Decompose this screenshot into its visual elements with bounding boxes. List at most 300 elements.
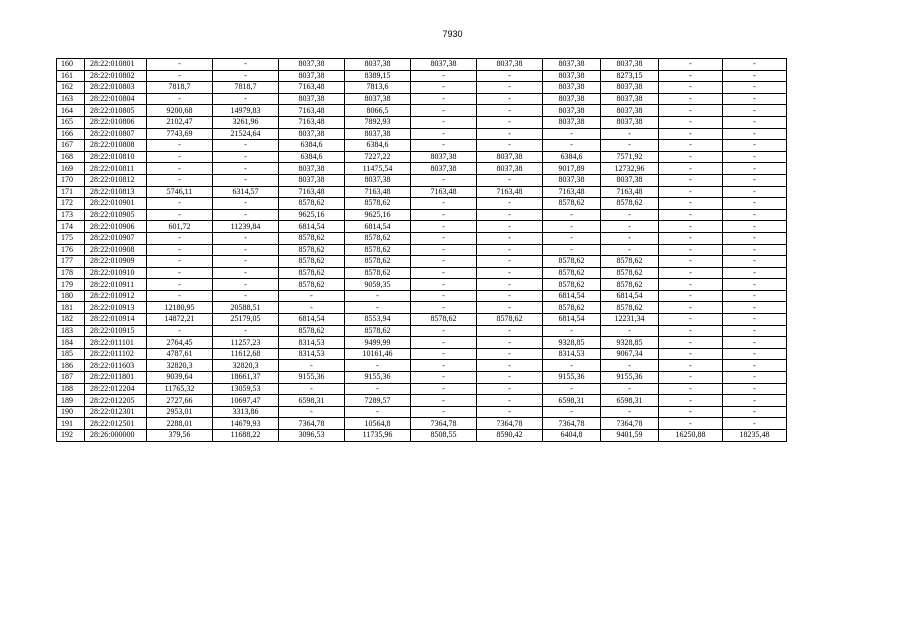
value-cell: - xyxy=(659,232,723,244)
value-cell: - xyxy=(279,383,345,395)
value-cell: 7818,7 xyxy=(213,82,279,94)
cadastral-code-cell: 28:22:010915 xyxy=(85,325,147,337)
value-cell: 8037,38 xyxy=(601,93,659,105)
value-cell: - xyxy=(723,267,787,279)
value-cell: 8037,38 xyxy=(543,82,601,94)
value-cell: 8037,38 xyxy=(279,70,345,82)
value-cell: 8578,62 xyxy=(345,244,411,256)
cadastral-code-cell: 28:22:010801 xyxy=(85,59,147,71)
table-row xyxy=(57,279,787,291)
value-cell: 8578,62 xyxy=(601,198,659,210)
table-row xyxy=(57,116,787,128)
value-cell: 7163,48 xyxy=(279,105,345,117)
cadastral-code-cell: 28:22:011801 xyxy=(85,372,147,384)
value-cell: 9200,68 xyxy=(147,105,213,117)
value-cell: - xyxy=(477,232,543,244)
value-cell: - xyxy=(279,290,345,302)
cadastral-code-cell: 28:22:011102 xyxy=(85,348,147,360)
value-cell: 8037,38 xyxy=(601,116,659,128)
value-cell: - xyxy=(543,244,601,256)
value-cell: - xyxy=(147,140,213,152)
value-cell: - xyxy=(659,59,723,71)
value-cell: - xyxy=(213,290,279,302)
value-cell: - xyxy=(213,151,279,163)
value-cell: - xyxy=(411,140,477,152)
value-cell: - xyxy=(213,163,279,175)
table-row xyxy=(57,383,787,395)
value-cell: 7163,48 xyxy=(411,186,477,198)
value-cell: 6404,8 xyxy=(543,430,601,442)
value-cell: 7364,78 xyxy=(601,418,659,430)
value-cell: - xyxy=(477,325,543,337)
value-cell: - xyxy=(723,221,787,233)
table-row xyxy=(57,256,787,268)
value-cell: 6384,6 xyxy=(279,140,345,152)
value-cell: - xyxy=(723,383,787,395)
value-cell: 8037,38 xyxy=(411,59,477,71)
value-cell: 7289,57 xyxy=(345,395,411,407)
cadastral-code-cell: 28:22:010813 xyxy=(85,186,147,198)
cadastral-code-cell: 28:22:010909 xyxy=(85,256,147,268)
table-row xyxy=(57,406,787,418)
cadastral-code-cell: 28:22:010802 xyxy=(85,70,147,82)
value-cell: - xyxy=(659,151,723,163)
value-cell: - xyxy=(723,93,787,105)
value-cell: - xyxy=(411,337,477,349)
value-cell: - xyxy=(411,290,477,302)
cadastral-code-cell: 28:22:010804 xyxy=(85,93,147,105)
value-cell: - xyxy=(345,406,411,418)
value-cell: - xyxy=(147,232,213,244)
value-cell: 8037,38 xyxy=(601,59,659,71)
value-cell: - xyxy=(213,140,279,152)
value-cell: 11239,84 xyxy=(213,221,279,233)
value-cell: 7571,92 xyxy=(601,151,659,163)
row-number-cell: 180 xyxy=(57,290,85,302)
row-number-cell: 185 xyxy=(57,348,85,360)
value-cell: 8314,53 xyxy=(543,348,601,360)
value-cell: - xyxy=(477,267,543,279)
value-cell: - xyxy=(723,70,787,82)
value-cell: 6814,54 xyxy=(279,221,345,233)
value-cell: 7364,78 xyxy=(279,418,345,430)
value-cell: - xyxy=(147,198,213,210)
value-cell: - xyxy=(147,325,213,337)
value-cell: - xyxy=(659,325,723,337)
value-cell: - xyxy=(723,232,787,244)
value-cell: 8037,38 xyxy=(543,116,601,128)
row-number-cell: 192 xyxy=(57,430,85,442)
value-cell: 11688,22 xyxy=(213,430,279,442)
value-cell: - xyxy=(659,140,723,152)
value-cell: 8037,38 xyxy=(601,105,659,117)
value-cell: - xyxy=(723,186,787,198)
value-cell: 9067,34 xyxy=(601,348,659,360)
value-cell: 9499,99 xyxy=(345,337,411,349)
value-cell: - xyxy=(147,163,213,175)
value-cell: 6384,6 xyxy=(543,151,601,163)
row-number-cell: 178 xyxy=(57,267,85,279)
value-cell: 8037,38 xyxy=(279,93,345,105)
value-cell: - xyxy=(213,198,279,210)
value-cell: 8578,62 xyxy=(543,302,601,314)
table-row xyxy=(57,186,787,198)
value-cell: - xyxy=(543,325,601,337)
row-number-cell: 191 xyxy=(57,418,85,430)
table-row xyxy=(57,221,787,233)
value-cell: - xyxy=(723,116,787,128)
value-cell: 8590,42 xyxy=(477,430,543,442)
value-cell: - xyxy=(411,406,477,418)
table-row xyxy=(57,244,787,256)
cadastral-code-cell: 28:22:010807 xyxy=(85,128,147,140)
row-number-cell: 170 xyxy=(57,174,85,186)
table-row xyxy=(57,337,787,349)
page-number: 7930 xyxy=(442,29,463,39)
value-cell: 2288,01 xyxy=(147,418,213,430)
value-cell: 9625,16 xyxy=(279,209,345,221)
value-cell: 8037,38 xyxy=(601,174,659,186)
value-cell: 10564,8 xyxy=(345,418,411,430)
value-cell: - xyxy=(477,116,543,128)
value-cell: 6598,31 xyxy=(543,395,601,407)
data-table xyxy=(56,58,787,442)
cadastral-code-cell: 28:22:010806 xyxy=(85,116,147,128)
value-cell: 8578,62 xyxy=(601,279,659,291)
value-cell: 6314,57 xyxy=(213,186,279,198)
value-cell: 8578,62 xyxy=(601,302,659,314)
value-cell: - xyxy=(477,395,543,407)
value-cell: 8314,53 xyxy=(279,348,345,360)
value-cell: 3313,86 xyxy=(213,406,279,418)
value-cell: 8578,62 xyxy=(279,325,345,337)
value-cell: - xyxy=(477,221,543,233)
value-cell: - xyxy=(411,325,477,337)
value-cell: 379,56 xyxy=(147,430,213,442)
value-cell: 11735,96 xyxy=(345,430,411,442)
value-cell: - xyxy=(279,360,345,372)
row-number-cell: 177 xyxy=(57,256,85,268)
table-row xyxy=(57,430,787,442)
row-number-cell: 188 xyxy=(57,383,85,395)
value-cell: 8578,62 xyxy=(543,198,601,210)
value-cell: 7163,48 xyxy=(279,116,345,128)
value-cell: 8578,62 xyxy=(543,279,601,291)
value-cell: 11612,68 xyxy=(213,348,279,360)
value-cell: - xyxy=(601,209,659,221)
value-cell: 14679,93 xyxy=(213,418,279,430)
value-cell: - xyxy=(477,70,543,82)
value-cell: - xyxy=(411,279,477,291)
value-cell: 8578,62 xyxy=(345,325,411,337)
value-cell: - xyxy=(477,372,543,384)
value-cell: - xyxy=(411,70,477,82)
value-cell: - xyxy=(411,93,477,105)
value-cell: - xyxy=(659,279,723,291)
value-cell: - xyxy=(659,360,723,372)
value-cell: - xyxy=(147,70,213,82)
value-cell: 11765,32 xyxy=(147,383,213,395)
value-cell: 25179,05 xyxy=(213,314,279,326)
value-cell: - xyxy=(659,244,723,256)
value-cell: - xyxy=(659,267,723,279)
value-cell: 14979,83 xyxy=(213,105,279,117)
row-number-cell: 169 xyxy=(57,163,85,175)
cadastral-code-cell: 28:22:012204 xyxy=(85,383,147,395)
value-cell: - xyxy=(543,209,601,221)
table-row xyxy=(57,59,787,71)
value-cell: 6814,54 xyxy=(601,290,659,302)
value-cell: - xyxy=(543,406,601,418)
row-number-cell: 172 xyxy=(57,198,85,210)
row-number-cell: 160 xyxy=(57,59,85,71)
value-cell: - xyxy=(601,406,659,418)
value-cell: - xyxy=(477,105,543,117)
value-cell: - xyxy=(659,337,723,349)
cadastral-code-cell: 28:22:010811 xyxy=(85,163,147,175)
value-cell: - xyxy=(411,256,477,268)
value-cell: 3096,53 xyxy=(279,430,345,442)
value-cell: 8578,62 xyxy=(345,198,411,210)
value-cell: - xyxy=(345,290,411,302)
value-cell: 6384,6 xyxy=(345,140,411,152)
value-cell: 8578,62 xyxy=(279,279,345,291)
value-cell: - xyxy=(601,383,659,395)
value-cell: 8037,38 xyxy=(543,93,601,105)
value-cell: 8578,62 xyxy=(279,256,345,268)
value-cell: 8037,38 xyxy=(543,59,601,71)
cadastral-code-cell: 28:22:012301 xyxy=(85,406,147,418)
value-cell: - xyxy=(543,232,601,244)
value-cell: 8578,62 xyxy=(345,232,411,244)
table-row xyxy=(57,128,787,140)
value-cell: 5746,11 xyxy=(147,186,213,198)
value-cell: - xyxy=(477,174,543,186)
value-cell: - xyxy=(601,244,659,256)
value-cell: - xyxy=(543,221,601,233)
value-cell: 7163,48 xyxy=(345,186,411,198)
value-cell: - xyxy=(279,406,345,418)
value-cell: 9625,16 xyxy=(345,209,411,221)
row-number-cell: 165 xyxy=(57,116,85,128)
value-cell: - xyxy=(147,256,213,268)
row-number-cell: 174 xyxy=(57,221,85,233)
value-cell: 9328,85 xyxy=(543,337,601,349)
table-row xyxy=(57,163,787,175)
value-cell: 8037,38 xyxy=(279,163,345,175)
row-number-cell: 189 xyxy=(57,395,85,407)
value-cell: - xyxy=(659,256,723,268)
value-cell: - xyxy=(213,244,279,256)
row-number-cell: 190 xyxy=(57,406,85,418)
row-number-cell: 186 xyxy=(57,360,85,372)
value-cell: - xyxy=(723,128,787,140)
value-cell: 8037,38 xyxy=(543,70,601,82)
value-cell: - xyxy=(411,348,477,360)
value-cell: - xyxy=(477,337,543,349)
row-number-cell: 166 xyxy=(57,128,85,140)
value-cell: - xyxy=(411,395,477,407)
row-number-cell: 179 xyxy=(57,279,85,291)
value-cell: - xyxy=(477,302,543,314)
cadastral-code-cell: 28:22:011603 xyxy=(85,360,147,372)
cadastral-code-cell: 28:22:010908 xyxy=(85,244,147,256)
value-cell: - xyxy=(723,244,787,256)
value-cell: 9155,36 xyxy=(279,372,345,384)
value-cell: - xyxy=(477,93,543,105)
value-cell: - xyxy=(723,418,787,430)
value-cell: 8037,38 xyxy=(477,151,543,163)
value-cell: - xyxy=(411,221,477,233)
value-cell: - xyxy=(659,82,723,94)
table-row xyxy=(57,360,787,372)
value-cell: 8578,62 xyxy=(543,256,601,268)
value-cell: 6814,54 xyxy=(543,314,601,326)
value-cell: 8389,15 xyxy=(345,70,411,82)
value-cell: 8578,62 xyxy=(279,198,345,210)
value-cell: 21524,64 xyxy=(213,128,279,140)
cadastral-code-cell: 28:22:010901 xyxy=(85,198,147,210)
value-cell: 601,72 xyxy=(147,221,213,233)
value-cell: 8037,38 xyxy=(543,105,601,117)
value-cell: - xyxy=(213,93,279,105)
value-cell: - xyxy=(601,232,659,244)
value-cell: 7364,78 xyxy=(411,418,477,430)
value-cell: 2953,01 xyxy=(147,406,213,418)
value-cell: - xyxy=(723,395,787,407)
value-cell: 8066,5 xyxy=(345,105,411,117)
cadastral-code-cell: 28:22:010905 xyxy=(85,209,147,221)
cadastral-code-cell: 28:26:000000 xyxy=(85,430,147,442)
value-cell: 8314,53 xyxy=(279,337,345,349)
value-cell: - xyxy=(601,128,659,140)
value-cell: - xyxy=(723,256,787,268)
value-cell: - xyxy=(147,174,213,186)
value-cell: 8037,38 xyxy=(411,151,477,163)
row-number-cell: 164 xyxy=(57,105,85,117)
value-cell: 7163,48 xyxy=(477,186,543,198)
value-cell: 2102,47 xyxy=(147,116,213,128)
value-cell: 7163,48 xyxy=(279,82,345,94)
value-cell: 7163,48 xyxy=(543,186,601,198)
value-cell: - xyxy=(723,198,787,210)
value-cell: 12180,95 xyxy=(147,302,213,314)
value-cell: 7163,48 xyxy=(279,186,345,198)
value-cell: - xyxy=(477,82,543,94)
value-cell: - xyxy=(659,128,723,140)
table-row xyxy=(57,209,787,221)
value-cell: 8578,62 xyxy=(345,267,411,279)
value-cell: 8037,38 xyxy=(279,174,345,186)
table-row xyxy=(57,348,787,360)
value-cell: 6384,6 xyxy=(279,151,345,163)
value-cell: - xyxy=(659,395,723,407)
value-cell: - xyxy=(601,325,659,337)
row-number-cell: 184 xyxy=(57,337,85,349)
value-cell: - xyxy=(601,221,659,233)
row-number-cell: 173 xyxy=(57,209,85,221)
value-cell: 8553,94 xyxy=(345,314,411,326)
value-cell: - xyxy=(147,290,213,302)
row-number-cell: 182 xyxy=(57,314,85,326)
row-number-cell: 168 xyxy=(57,151,85,163)
value-cell: 9155,36 xyxy=(345,372,411,384)
table-row xyxy=(57,290,787,302)
table-row xyxy=(57,93,787,105)
value-cell: - xyxy=(477,279,543,291)
table-row xyxy=(57,70,787,82)
value-cell: - xyxy=(345,383,411,395)
row-number-cell: 171 xyxy=(57,186,85,198)
table-row xyxy=(57,151,787,163)
value-cell: - xyxy=(411,267,477,279)
value-cell: 7892,93 xyxy=(345,116,411,128)
value-cell: 7163,48 xyxy=(601,186,659,198)
value-cell: 8037,38 xyxy=(345,93,411,105)
value-cell: 20588,51 xyxy=(213,302,279,314)
row-number-cell: 183 xyxy=(57,325,85,337)
value-cell: - xyxy=(659,163,723,175)
value-cell: - xyxy=(147,244,213,256)
value-cell: - xyxy=(659,418,723,430)
value-cell: 8037,38 xyxy=(601,82,659,94)
value-cell: - xyxy=(411,244,477,256)
table-row xyxy=(57,174,787,186)
value-cell: - xyxy=(213,256,279,268)
cadastral-code-cell: 28:22:012205 xyxy=(85,395,147,407)
value-cell: - xyxy=(543,140,601,152)
value-cell: 8037,38 xyxy=(543,174,601,186)
value-cell: - xyxy=(477,209,543,221)
value-cell: - xyxy=(345,302,411,314)
value-cell: - xyxy=(601,360,659,372)
value-cell: 7818,7 xyxy=(147,82,213,94)
value-cell: - xyxy=(213,59,279,71)
value-cell: 9039,64 xyxy=(147,372,213,384)
value-cell: - xyxy=(477,290,543,302)
value-cell: 9059,35 xyxy=(345,279,411,291)
value-cell: - xyxy=(411,82,477,94)
value-cell: 9017,89 xyxy=(543,163,601,175)
row-number-cell: 161 xyxy=(57,70,85,82)
table-row xyxy=(57,140,787,152)
value-cell: 8578,62 xyxy=(411,314,477,326)
row-number-cell: 181 xyxy=(57,302,85,314)
value-cell: 8037,38 xyxy=(477,59,543,71)
value-cell: - xyxy=(659,70,723,82)
value-cell: - xyxy=(477,198,543,210)
row-number-cell: 163 xyxy=(57,93,85,105)
value-cell: - xyxy=(723,82,787,94)
value-cell: - xyxy=(723,325,787,337)
value-cell: 14872,21 xyxy=(147,314,213,326)
row-number-cell: 162 xyxy=(57,82,85,94)
value-cell: - xyxy=(723,290,787,302)
value-cell: 18235,48 xyxy=(723,430,787,442)
value-cell: - xyxy=(659,372,723,384)
value-cell: - xyxy=(477,140,543,152)
cadastral-code-cell: 28:22:010810 xyxy=(85,151,147,163)
value-cell: - xyxy=(147,59,213,71)
value-cell: 9401,59 xyxy=(601,430,659,442)
value-cell: 9155,36 xyxy=(601,372,659,384)
value-cell: - xyxy=(213,325,279,337)
value-cell: - xyxy=(659,198,723,210)
value-cell: 10161,46 xyxy=(345,348,411,360)
value-cell: 6814,54 xyxy=(279,314,345,326)
value-cell: - xyxy=(147,93,213,105)
value-cell: - xyxy=(723,302,787,314)
